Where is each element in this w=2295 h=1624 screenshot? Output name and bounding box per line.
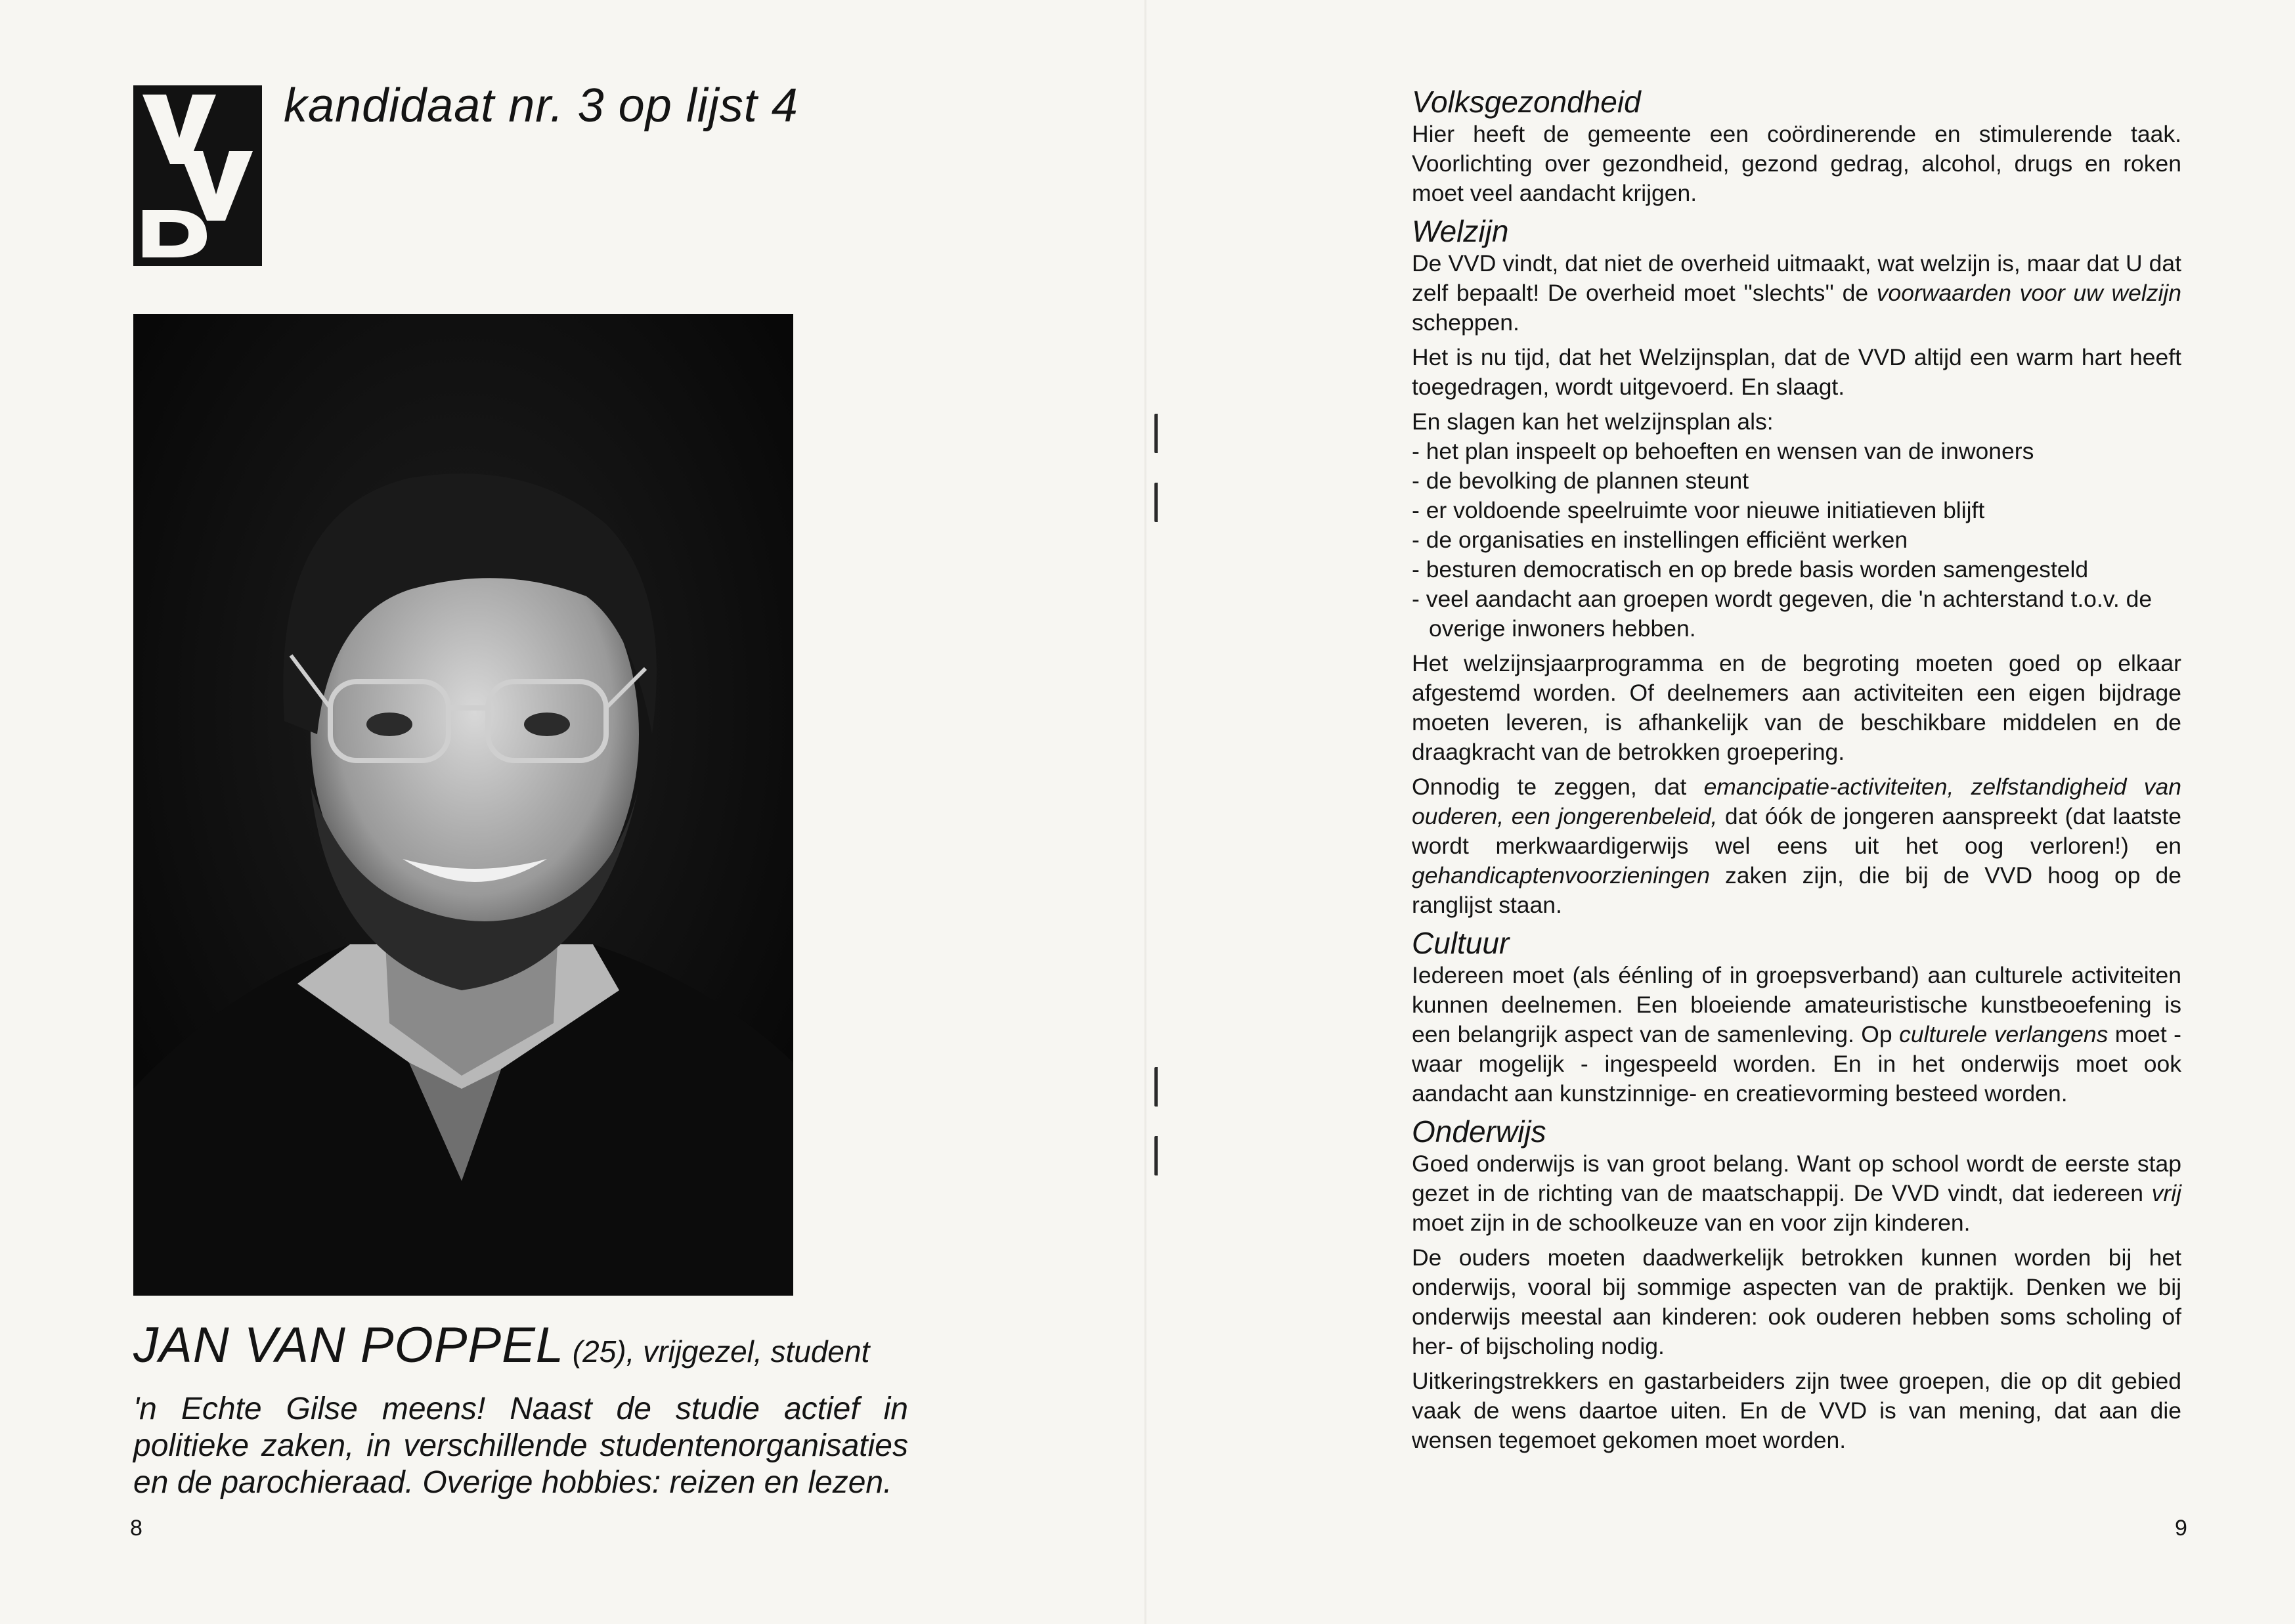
portrait-image: [133, 314, 793, 1296]
section-volksgezondheid: [1412, 84, 2181, 208]
candidate-bio: 'n Echte Gilse meens! Naast de studie actief in politieke zaken, in verschillende studentenorganisaties en de parochieraad. Overige hobbies: reizen en lezen.: [133, 1392, 908, 1500]
emphasis: culturele verlangens: [1899, 1021, 2109, 1047]
candidate-photo: [133, 314, 793, 1296]
paragraph: De VVD vindt, dat niet de overheid uitmaakt, wat welzijn is, maar dat U dat zelf bepaalt! De overheid moet ''slechts'' de voorwaarden voor uw welzijn scheppen.: [1412, 250, 2181, 336]
section-onderwijs: [1412, 1114, 2181, 1455]
vvd-logo-mark: [133, 85, 262, 266]
paragraph: Onnodig te zeggen, dat emancipatie-activiteiten, zelfstandigheid van ouderen, een jongerenbeleid, dat óók de jongeren aanspreekt (dat laatste wordt merkwaardigerwijs wel eens uit het oog verloren!) en gehandicaptenvoorzieningen zaken zijn, die bij de VVD hoog op de ranglijst staan.: [1412, 774, 2181, 918]
photo-caption: [133, 1317, 908, 1501]
section-heading: Cultuur: [1412, 926, 1510, 960]
list-item: - besturen democratisch en op brede basis worden samengesteld: [1412, 555, 2181, 584]
vvd-logo: [133, 85, 262, 266]
section-heading: Welzijn: [1412, 214, 1509, 248]
candidate-details: (25), vrijgezel, student: [564, 1334, 870, 1369]
list-item: - het plan inspeelt op behoeften en wensen van de inwoners: [1412, 437, 2181, 466]
paragraph: De ouders moeten daadwerkelijk betrokken kunnen worden bij het onderwijs, vooral bij sommige aspecten van de praktijk. Denken we bij onderwijs meestal aan kinderen: ook ouderen hebben soms scholing of her- of bijscholing nodig.: [1412, 1244, 2181, 1359]
section-cultuur: [1412, 925, 2181, 1108]
emphasis: voorwaarden voor uw welzijn: [1876, 280, 2181, 306]
emphasis: emancipatie-activiteiten, zelfstandigheid van ouderen, een jongerenbeleid,: [1412, 774, 2181, 829]
page-number: 9: [2175, 1516, 2187, 1541]
candidate-name: JAN VAN POPPEL: [133, 1317, 565, 1373]
page-number: 8: [130, 1516, 142, 1541]
list-item: - de bevolking de plannen steunt: [1412, 466, 2181, 496]
section-welzijn: [1412, 213, 2181, 920]
list-item: - veel aandacht aan groepen wordt gegeven, die 'n achterstand t.o.v. de overige inwoners hebben.: [1412, 584, 2181, 644]
conditions-list: [1412, 437, 2181, 644]
paragraph: Het is nu tijd, dat het Welzijnsplan, dat de VVD altijd een warm hart heeft toegedragen, wordt uitgevoerd. En slaagt.: [1412, 344, 2181, 400]
list-item: - de organisaties en instellingen efficiënt werken: [1412, 525, 2181, 555]
paragraph: Het welzijnsjaarprogramma en de begroting moeten goed op elkaar afgestemd worden. Of deelnemers aan activiteiten een eigen bijdrage moeten leveren, is afhankelijk van de beschikbare middelen en de draagkracht van de betrokken groepering.: [1412, 650, 2181, 765]
paragraph: Hier heeft de gemeente een coördinerende en stimulerende taak. Voorlichting over gezondheid, gezond gedrag, alcohol, drugs en roken moet veel aandacht krijgen.: [1412, 121, 2181, 206]
candidate-title: kandidaat nr. 3 op lijst 4: [284, 79, 798, 132]
list-intro: En slagen kan het welzijnsplan als:: [1412, 408, 1774, 435]
paragraph: Goed onderwijs is van groot belang. Want op school wordt de eerste stap gezet in de richting van de maatschappij. De VVD vindt, dat iedereen vrij moet zijn in de schoolkeuze van en voor zijn kinderen.: [1412, 1151, 2181, 1236]
emphasis: gehandicaptenvoorzieningen: [1412, 862, 1710, 889]
section-heading: Onderwijs: [1412, 1114, 1546, 1149]
left-page: [0, 0, 1146, 1624]
candidate-name-line: [133, 1317, 908, 1374]
emphasis: vrij: [2151, 1180, 2181, 1206]
paragraph: Iedereen moet (als éénling of in groepsverband) aan culturele activiteiten kunnen deelnemen. Een bloeiende amateuristische kunstbeoefening is een belangrijk aspect van de samenleving. Op culturele verlangens moet - waar mogelijk - ingespeeld worden. En in het onderwijs moet ook aandacht aan kunstzinnige- en creatievorming besteed worden.: [1412, 962, 2181, 1107]
section-heading: Volksgezondheid: [1412, 85, 1641, 119]
program-text: [1412, 84, 2181, 1460]
paragraph: Uitkeringstrekkers en gastarbeiders zijn twee groepen, die op dit gebied vaak de wens daartoe uiten. En de VVD is van mening, dat aan die wensen tegemoet gekomen moet worden.: [1412, 1368, 2181, 1453]
list-item: - er voldoende speelruimte voor nieuwe initiatieven blijft: [1412, 496, 2181, 525]
